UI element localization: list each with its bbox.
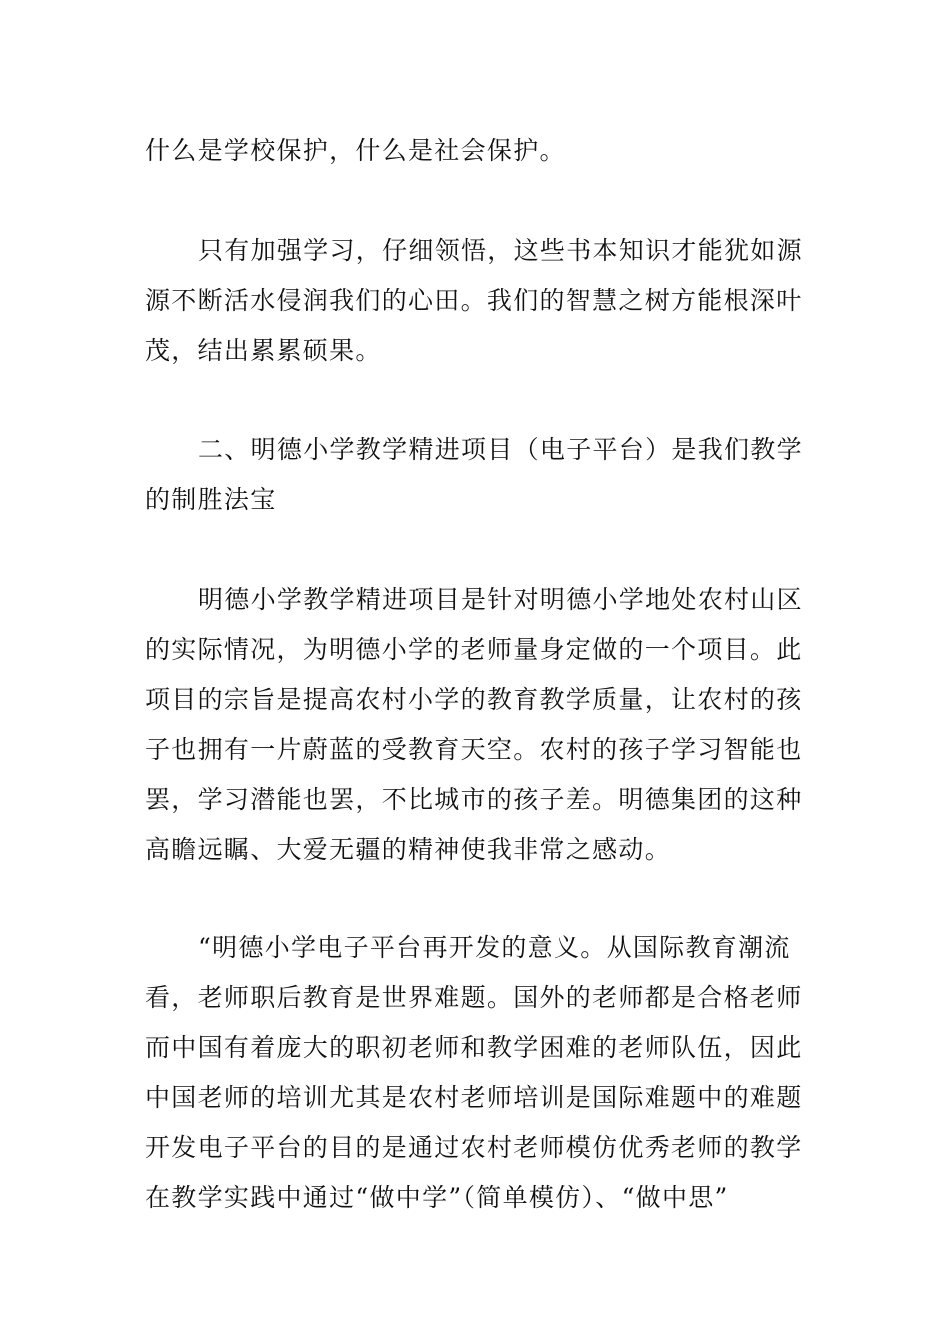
text-line: 中国老师的培训尤其是农村老师培训是国际难题中的难题 xyxy=(145,1083,803,1112)
text-line: 茂，结出累累硕果。 xyxy=(145,336,382,365)
text-line: 罢，学习潜能也罢，不比城市的孩子差。明德集团的这种 xyxy=(145,785,803,814)
text-line: 源不断活水侵润我们的心田。我们的智慧之树方能根深叶 xyxy=(145,286,803,315)
text-line: 开发电子平台的目的是通过农村老师模仿优秀老师的教学 xyxy=(145,1133,803,1162)
section-heading-line: 二、明德小学教学精进项目（电子平台）是我们教学 xyxy=(198,435,803,464)
text-line: 在教学实践中通过“做中学”（简单模仿）、“做中思” xyxy=(145,1183,729,1212)
text-line: 看，老师职后教育是世界难题。国外的老师都是合格老师 xyxy=(145,983,803,1012)
text-line: 而中国有着庞大的职初老师和教学困难的老师队伍，因此 xyxy=(145,1033,803,1062)
paragraph-first-line: “明德小学电子平台再开发的意义。从国际教育潮流 xyxy=(198,933,791,962)
section-heading-line: 的制胜法宝 xyxy=(145,485,277,514)
paragraph-first-line: 只有加强学习，仔细领悟，这些书本知识才能犹如源 xyxy=(198,236,803,265)
text-line: 子也拥有一片蔚蓝的受教育天空。农村的孩子学习智能也 xyxy=(145,735,803,764)
text-line: 项目的宗旨是提高农村小学的教育教学质量，让农村的孩 xyxy=(145,685,803,714)
text-line: 什么是学校保护，什么是社会保护。 xyxy=(145,136,566,165)
text-line: 的实际情况，为明德小学的老师量身定做的一个项目。此 xyxy=(145,635,803,664)
paragraph-first-line: 明德小学教学精进项目是针对明德小学地处农村山区 xyxy=(198,585,803,614)
text-line: 高瞻远瞩、大爱无疆的精神使我非常之感动。 xyxy=(145,835,672,864)
